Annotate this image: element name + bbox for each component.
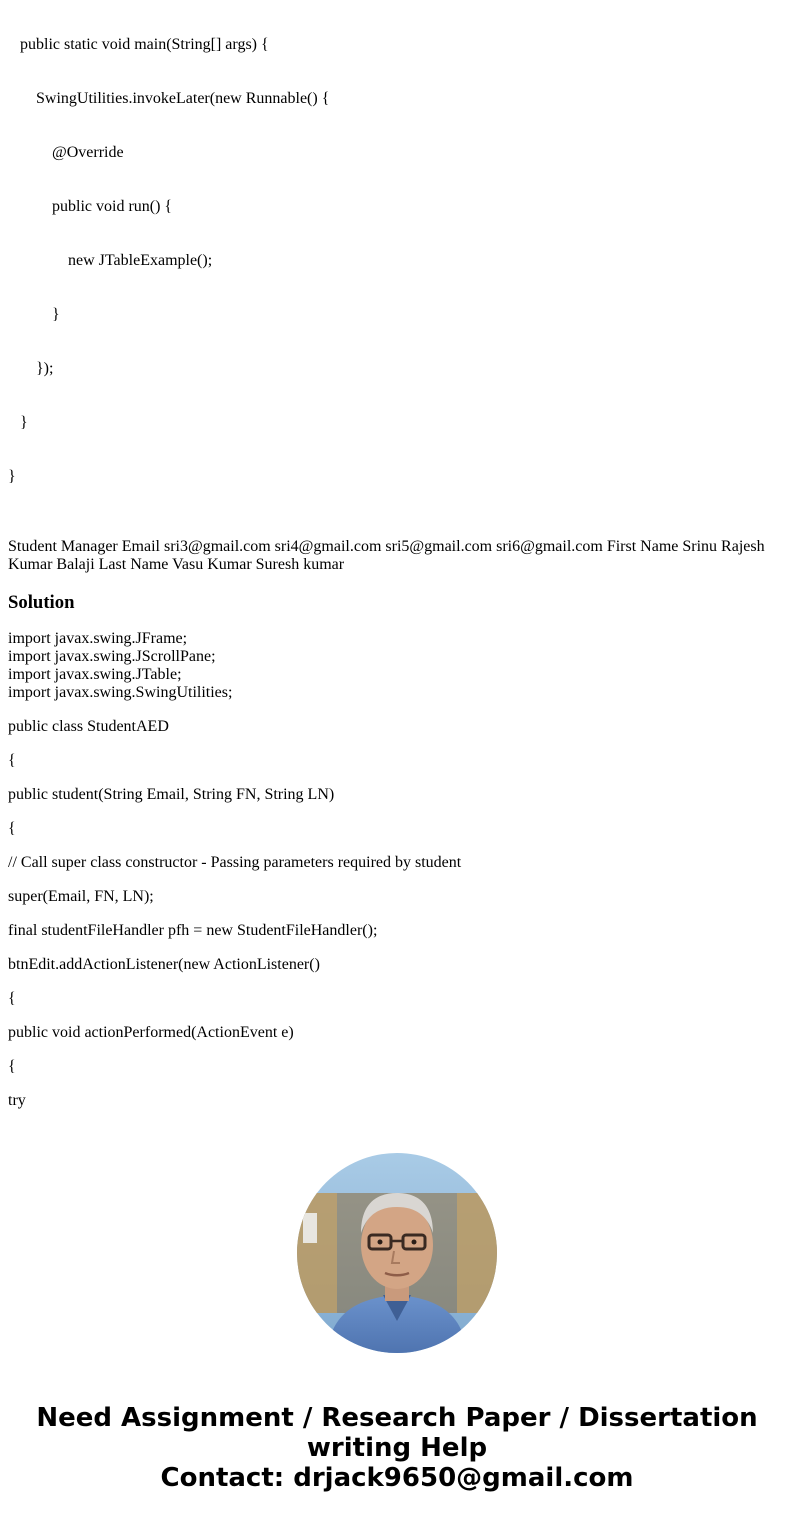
code-paragraph: public class StudentAED (8, 718, 169, 735)
code-paragraph: try (8, 1092, 26, 1109)
code-paragraph: final studentFileHandler pfh = new StudentFileHandler(); (8, 922, 378, 939)
code-paragraph: btnEdit.addActionListener(new ActionListener() (8, 956, 320, 973)
code-line: public void run() { (8, 198, 173, 215)
code-line: } (8, 414, 28, 431)
author-avatar (297, 1153, 497, 1353)
code-line: }); (8, 360, 54, 377)
code-paragraph: // Call super class constructor - Passing parameters required by student (8, 854, 462, 871)
promo-line: writing Help (306, 1433, 488, 1463)
code-line: } (8, 468, 16, 485)
code-paragraph: public student(String Email, String FN, String LN) (8, 786, 335, 803)
import-line: import javax.swing.JFrame; (8, 630, 188, 647)
import-block (8, 630, 786, 702)
code-block-main (8, 0, 786, 522)
code-paragraph: { (8, 1058, 16, 1075)
code-line: public static void main(String[] args) { (8, 36, 269, 53)
code-paragraph: { (8, 820, 16, 837)
code-line: new JTableExample(); (8, 252, 213, 269)
promo-contact: Contact: drjack9650@gmail.com (160, 1463, 634, 1493)
code-line: @Override (8, 144, 124, 161)
import-line: import javax.swing.JTable; (8, 666, 182, 683)
promo-line: Need Assignment / Research Paper / Dissertation (36, 1403, 758, 1433)
import-line: import javax.swing.SwingUtilities; (8, 684, 233, 701)
solution-heading: Solution (8, 592, 75, 613)
author-photo (297, 1153, 497, 1353)
code-paragraph: { (8, 752, 16, 769)
document-content (8, 0, 786, 1122)
code-paragraph: public void actionPerformed(ActionEvent e) (8, 1024, 294, 1041)
promo-banner (0, 1403, 794, 1493)
code-line: } (8, 306, 60, 323)
code-line: SwingUtilities.invokeLater(new Runnable() { (8, 90, 330, 107)
import-line: import javax.swing.JScrollPane; (8, 648, 216, 665)
student-table-text: Student Manager Email sri3@gmail.com sri4@gmail.com sri5@gmail.com sri6@gmail.com First Name Srinu Rajesh Kumar Balaji Last Name Vasu Kumar Suresh kumar (8, 538, 765, 573)
code-paragraph: { (8, 990, 16, 1007)
code-paragraph: super(Email, FN, LN); (8, 888, 154, 905)
